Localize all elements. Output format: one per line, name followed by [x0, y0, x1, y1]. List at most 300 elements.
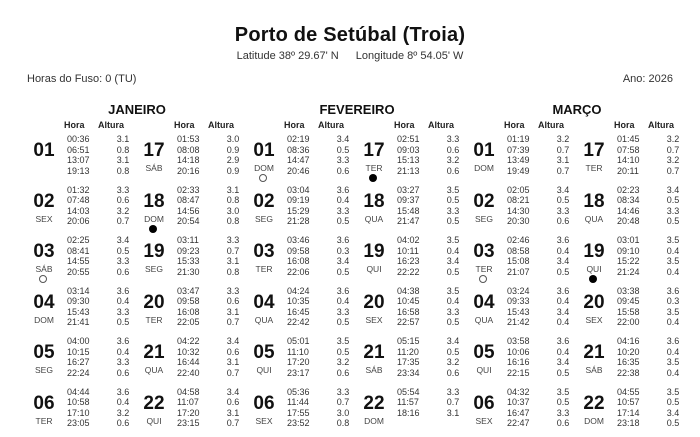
- tide-height: 0.7: [111, 216, 135, 227]
- tide-height: 3.6: [111, 286, 135, 297]
- tide-height: 3.1: [221, 357, 245, 368]
- tide-time: 02:46: [507, 235, 551, 246]
- tide-height: 3.4: [661, 408, 685, 419]
- tide-height: 0.4: [111, 347, 135, 358]
- tide-height: 0.7: [221, 246, 245, 257]
- day-number: 04: [467, 292, 501, 314]
- tide-height: 0.6: [221, 296, 245, 307]
- tide-row: [397, 235, 465, 246]
- tide-height: 3.0: [221, 206, 245, 217]
- tide-row: [617, 286, 685, 297]
- tide-row: [397, 408, 465, 419]
- tide-height: 3.4: [551, 357, 575, 368]
- tide-rows: [67, 286, 135, 328]
- tide-row: [67, 235, 135, 246]
- tide-row: [177, 286, 245, 297]
- tide-height: 3.5: [441, 235, 465, 246]
- hora-header: Hora: [614, 120, 635, 130]
- day-entry: [137, 286, 247, 337]
- tide-row: [507, 216, 575, 227]
- tide-time: 10:58: [67, 397, 111, 408]
- tide-row: [67, 418, 135, 429]
- tide-time: 03:01: [617, 235, 661, 246]
- day-entry: [467, 286, 577, 337]
- tide-height: 3.2: [551, 134, 575, 145]
- tide-time: 06:51: [67, 145, 111, 156]
- hora-header: Hora: [64, 120, 85, 130]
- day-entry: [467, 387, 577, 437]
- tide-height: 3.4: [331, 134, 355, 145]
- tide-row: [507, 336, 575, 347]
- day-entry: [577, 134, 687, 185]
- tide-row: [617, 134, 685, 145]
- timezone-label: Horas do Fuso: 0 (TU): [27, 73, 136, 85]
- tide-row: [617, 235, 685, 246]
- tide-row: [397, 317, 465, 328]
- tide-row: [177, 166, 245, 177]
- tide-time: 03:04: [287, 185, 331, 196]
- tide-row: [67, 336, 135, 347]
- tide-row: [177, 296, 245, 307]
- day-column-left: [467, 134, 577, 437]
- tide-height: 3.2: [331, 357, 355, 368]
- tide-time: 03:24: [507, 286, 551, 297]
- day-column-left: [247, 134, 357, 437]
- tide-time: 20:55: [67, 267, 111, 278]
- tide-time: 15:29: [287, 206, 331, 217]
- tide-rows: [507, 134, 575, 176]
- tide-row: [507, 195, 575, 206]
- tide-time: 23:15: [177, 418, 221, 429]
- tide-row: [507, 286, 575, 297]
- day-number: 18: [357, 191, 391, 213]
- tide-height: 3.5: [661, 387, 685, 398]
- tide-row: [397, 185, 465, 196]
- tide-height: 3.3: [551, 206, 575, 217]
- weekday: QUI: [577, 264, 611, 274]
- tide-time: 14:55: [67, 256, 111, 267]
- tide-row: [287, 418, 355, 429]
- tide-time: 22:15: [507, 368, 551, 379]
- year-label: Ano: 2026: [623, 73, 673, 85]
- tide-time: 16:45: [287, 307, 331, 318]
- tide-row: [67, 216, 135, 227]
- tide-height: 0.4: [111, 296, 135, 307]
- day-number: 21: [357, 342, 391, 364]
- tide-row: [507, 235, 575, 246]
- tide-height: 0.5: [551, 368, 575, 379]
- tide-height: 0.7: [551, 166, 575, 177]
- tide-row: [507, 296, 575, 307]
- tide-time: 09:03: [397, 145, 441, 156]
- tide-height: 3.5: [661, 307, 685, 318]
- tide-rows: [177, 387, 245, 429]
- altura-header: Altura: [98, 120, 124, 130]
- tide-rows: [397, 286, 465, 328]
- column-headers: [27, 118, 247, 132]
- tide-height: 0.5: [441, 195, 465, 206]
- tide-row: [177, 347, 245, 358]
- tide-time: 14:10: [617, 155, 661, 166]
- tide-height: 3.1: [221, 408, 245, 419]
- tide-row: [397, 307, 465, 318]
- tide-row: [67, 185, 135, 196]
- tide-rows: [507, 185, 575, 227]
- tide-time: 20:11: [617, 166, 661, 177]
- weekday: QUA: [357, 214, 391, 224]
- weekday: DOM: [247, 163, 281, 173]
- tide-row: [177, 216, 245, 227]
- tide-height: 0.4: [111, 397, 135, 408]
- weekday: QUI: [247, 365, 281, 375]
- tide-row: [397, 336, 465, 347]
- tide-height: 0.4: [551, 347, 575, 358]
- tide-height: 0.4: [551, 317, 575, 328]
- tide-row: [507, 155, 575, 166]
- tide-height: 3.3: [441, 134, 465, 145]
- tide-height: 3.1: [221, 185, 245, 196]
- tide-time: 08:34: [617, 195, 661, 206]
- tide-height: 3.1: [111, 155, 135, 166]
- tide-height: 0.3: [331, 246, 355, 257]
- tide-time: 17:14: [617, 408, 661, 419]
- tide-time: 15:33: [177, 256, 221, 267]
- coordinates: [0, 50, 700, 62]
- tide-height: 3.0: [331, 408, 355, 419]
- tide-rows: [397, 134, 465, 176]
- day-number: 22: [577, 393, 611, 415]
- day-entry: [27, 336, 137, 387]
- tide-row: [287, 155, 355, 166]
- tide-row: [507, 206, 575, 217]
- tide-height: 0.6: [221, 347, 245, 358]
- tide-height: 0.6: [111, 418, 135, 429]
- tide-height: 3.6: [331, 185, 355, 196]
- tide-time: 04:55: [617, 387, 661, 398]
- tide-height: 2.9: [221, 155, 245, 166]
- tide-row: [177, 267, 245, 278]
- tide-time: 14:03: [67, 206, 111, 217]
- tide-row: [177, 145, 245, 156]
- tide-time: 02:05: [507, 185, 551, 196]
- tide-height: 3.3: [551, 408, 575, 419]
- weekday: TER: [247, 264, 281, 274]
- tide-row: [67, 195, 135, 206]
- tide-height: 3.6: [661, 336, 685, 347]
- tide-height: 3.2: [441, 357, 465, 368]
- tide-height: 0.4: [661, 317, 685, 328]
- tide-row: [67, 347, 135, 358]
- tide-time: 08:21: [507, 195, 551, 206]
- tide-row: [177, 256, 245, 267]
- tide-height: 0.7: [661, 166, 685, 177]
- day-number: 21: [137, 342, 171, 364]
- tide-time: 08:47: [177, 195, 221, 206]
- tide-row: [67, 267, 135, 278]
- tide-height: 0.7: [551, 145, 575, 156]
- tide-row: [67, 296, 135, 307]
- day-column-right: [137, 134, 247, 437]
- tide-height: 0.4: [661, 267, 685, 278]
- tide-time: 22:00: [617, 317, 661, 328]
- tide-row: [177, 336, 245, 347]
- tide-height: 3.3: [441, 387, 465, 398]
- tide-row: [507, 317, 575, 328]
- tide-height: 3.4: [111, 235, 135, 246]
- altura-header: Altura: [208, 120, 234, 130]
- tide-row: [177, 185, 245, 196]
- weekday: SEX: [357, 315, 391, 325]
- weekday: SEG: [27, 365, 61, 375]
- tide-time: 07:39: [507, 145, 551, 156]
- day-entry: [577, 185, 687, 236]
- day-entry: [577, 336, 687, 387]
- tide-time: 15:48: [397, 206, 441, 217]
- tide-row: [397, 134, 465, 145]
- weekday: SÁB: [137, 163, 171, 173]
- tide-rows: [177, 185, 245, 227]
- tide-row: [397, 166, 465, 177]
- weekday: QUA: [137, 365, 171, 375]
- day-entry: [467, 336, 577, 387]
- tide-height: 3.1: [551, 155, 575, 166]
- day-number: 17: [137, 140, 171, 162]
- tide-height: 0.5: [331, 317, 355, 328]
- tide-row: [177, 397, 245, 408]
- tide-time: 21:30: [177, 267, 221, 278]
- weekday: QUA: [467, 315, 501, 325]
- tide-time: 14:30: [507, 206, 551, 217]
- tide-time: 20:30: [507, 216, 551, 227]
- tide-row: [287, 206, 355, 217]
- tide-time: 14:56: [177, 206, 221, 217]
- weekday: QUA: [247, 315, 281, 325]
- weekday: SEX: [467, 416, 501, 426]
- day-number: 19: [137, 241, 171, 263]
- tide-height: 0.8: [111, 145, 135, 156]
- tide-row: [397, 347, 465, 358]
- tide-rows: [617, 286, 685, 328]
- tide-time: 10:37: [507, 397, 551, 408]
- tide-time: 05:01: [287, 336, 331, 347]
- tide-row: [287, 256, 355, 267]
- tide-height: 0.4: [551, 296, 575, 307]
- day-entry: [357, 387, 467, 437]
- weekday: TER: [137, 315, 171, 325]
- tide-time: 17:35: [397, 357, 441, 368]
- tide-row: [507, 267, 575, 278]
- weekday: SEG: [137, 264, 171, 274]
- hora-header: Hora: [504, 120, 525, 130]
- tide-time: 15:43: [67, 307, 111, 318]
- tide-row: [177, 408, 245, 419]
- tide-height: 3.6: [551, 235, 575, 246]
- tide-time: 23:18: [617, 418, 661, 429]
- tide-height: 3.3: [111, 357, 135, 368]
- tide-row: [177, 134, 245, 145]
- month-block: [467, 102, 687, 132]
- day-entry: [577, 387, 687, 437]
- day-number: 19: [577, 241, 611, 263]
- tide-time: 04:58: [177, 387, 221, 398]
- tide-height: 0.5: [331, 347, 355, 358]
- tide-row: [177, 368, 245, 379]
- day-number: 01: [467, 140, 501, 162]
- tide-row: [617, 307, 685, 318]
- tide-row: [177, 387, 245, 398]
- tide-row: [617, 185, 685, 196]
- day-entry: [247, 387, 357, 437]
- tide-rows: [617, 336, 685, 378]
- tide-height: 0.6: [221, 397, 245, 408]
- tide-height: 0.7: [221, 317, 245, 328]
- tide-height: 3.3: [331, 307, 355, 318]
- tide-time: 10:15: [67, 347, 111, 358]
- tide-height: 0.8: [331, 418, 355, 429]
- tide-time: 04:44: [67, 387, 111, 398]
- new-moon-icon: [369, 174, 377, 182]
- tide-height: 0.3: [661, 296, 685, 307]
- tide-time: 21:42: [507, 317, 551, 328]
- tide-row: [287, 347, 355, 358]
- tide-height: 3.3: [331, 387, 355, 398]
- tide-row: [397, 267, 465, 278]
- tide-height: 3.3: [331, 155, 355, 166]
- day-number: 05: [247, 342, 281, 364]
- tide-time: 16:23: [397, 256, 441, 267]
- tide-time: 09:10: [617, 246, 661, 257]
- tide-time: 04:22: [177, 336, 221, 347]
- tide-height: 0.4: [661, 368, 685, 379]
- weekday: SÁB: [577, 365, 611, 375]
- altura-header: Altura: [538, 120, 564, 130]
- tide-time: 03:27: [397, 185, 441, 196]
- tide-rows: [507, 387, 575, 429]
- day-column-left: [27, 134, 137, 437]
- tide-row: [67, 134, 135, 145]
- month-block: [247, 102, 467, 132]
- tide-time: 14:46: [617, 206, 661, 217]
- tide-row: [177, 206, 245, 217]
- day-entry: [357, 286, 467, 337]
- tide-row: [507, 397, 575, 408]
- tide-row: [287, 145, 355, 156]
- tide-height: 0.7: [221, 418, 245, 429]
- tide-time: 17:10: [67, 408, 111, 419]
- tide-time: 15:13: [397, 155, 441, 166]
- tide-time: 15:08: [507, 256, 551, 267]
- day-number: 20: [577, 292, 611, 314]
- tide-height: 3.2: [441, 155, 465, 166]
- tide-row: [397, 286, 465, 297]
- tide-row: [617, 368, 685, 379]
- day-number: 20: [357, 292, 391, 314]
- tide-row: [507, 145, 575, 156]
- tide-time: 03:46: [287, 235, 331, 246]
- day-entry: [137, 185, 247, 236]
- tide-time: 21:13: [397, 166, 441, 177]
- tide-row: [397, 216, 465, 227]
- tide-height: 3.2: [661, 155, 685, 166]
- tide-height: 0.8: [221, 267, 245, 278]
- tide-row: [617, 347, 685, 358]
- tide-row: [67, 397, 135, 408]
- tide-height: 3.6: [331, 286, 355, 297]
- weekday: QUI: [357, 264, 391, 274]
- tide-time: 17:20: [177, 408, 221, 419]
- day-number: 06: [247, 393, 281, 415]
- day-column-right: [577, 134, 687, 437]
- tide-row: [397, 357, 465, 368]
- day-number: 06: [27, 393, 61, 415]
- tide-height: 0.4: [661, 347, 685, 358]
- day-number: 04: [247, 292, 281, 314]
- tide-row: [67, 307, 135, 318]
- tide-row: [287, 317, 355, 328]
- latitude: Latitude 38º 29.67' N: [237, 50, 339, 62]
- tide-height: 0.6: [111, 368, 135, 379]
- tide-rows: [287, 387, 355, 429]
- day-entry: [27, 185, 137, 236]
- altura-header: Altura: [428, 120, 454, 130]
- day-entry: [247, 185, 357, 236]
- day-number: 05: [27, 342, 61, 364]
- tide-row: [617, 256, 685, 267]
- tide-row: [617, 267, 685, 278]
- tide-rows: [397, 235, 465, 277]
- tide-height: 3.5: [661, 256, 685, 267]
- tide-row: [617, 397, 685, 408]
- tide-height: 3.6: [331, 235, 355, 246]
- tide-height: 3.6: [551, 286, 575, 297]
- tide-row: [507, 368, 575, 379]
- tide-time: 18:16: [397, 408, 441, 419]
- tide-height: 3.5: [661, 357, 685, 368]
- tide-time: 01:19: [507, 134, 551, 145]
- tide-height: 0.5: [661, 216, 685, 227]
- tide-row: [287, 368, 355, 379]
- day-entry: [577, 235, 687, 286]
- hora-header: Hora: [284, 120, 305, 130]
- tide-height: 0.4: [551, 246, 575, 257]
- full-moon-icon: [39, 275, 47, 283]
- tide-time: 05:15: [397, 336, 441, 347]
- tide-rows: [287, 336, 355, 378]
- tide-time: 08:41: [67, 246, 111, 257]
- altura-header: Altura: [318, 120, 344, 130]
- tide-time: 23:17: [287, 368, 331, 379]
- weekday: DOM: [27, 315, 61, 325]
- tide-height: 0.5: [331, 216, 355, 227]
- tide-row: [287, 246, 355, 257]
- tide-time: 16:44: [177, 357, 221, 368]
- day-entry: [247, 286, 357, 337]
- tide-row: [177, 317, 245, 328]
- tide-row: [287, 307, 355, 318]
- tide-time: 10:57: [617, 397, 661, 408]
- tide-height: 3.6: [661, 286, 685, 297]
- tide-height: 0.4: [441, 246, 465, 257]
- full-moon-icon: [479, 275, 487, 283]
- tide-time: 04:24: [287, 286, 331, 297]
- day-entry: [357, 336, 467, 387]
- tide-rows: [507, 235, 575, 277]
- tide-time: 17:55: [287, 408, 331, 419]
- tide-time: 20:46: [287, 166, 331, 177]
- tide-row: [507, 387, 575, 398]
- tide-height: 0.6: [441, 368, 465, 379]
- page-title: Porto de Setúbal (Troia): [0, 24, 700, 47]
